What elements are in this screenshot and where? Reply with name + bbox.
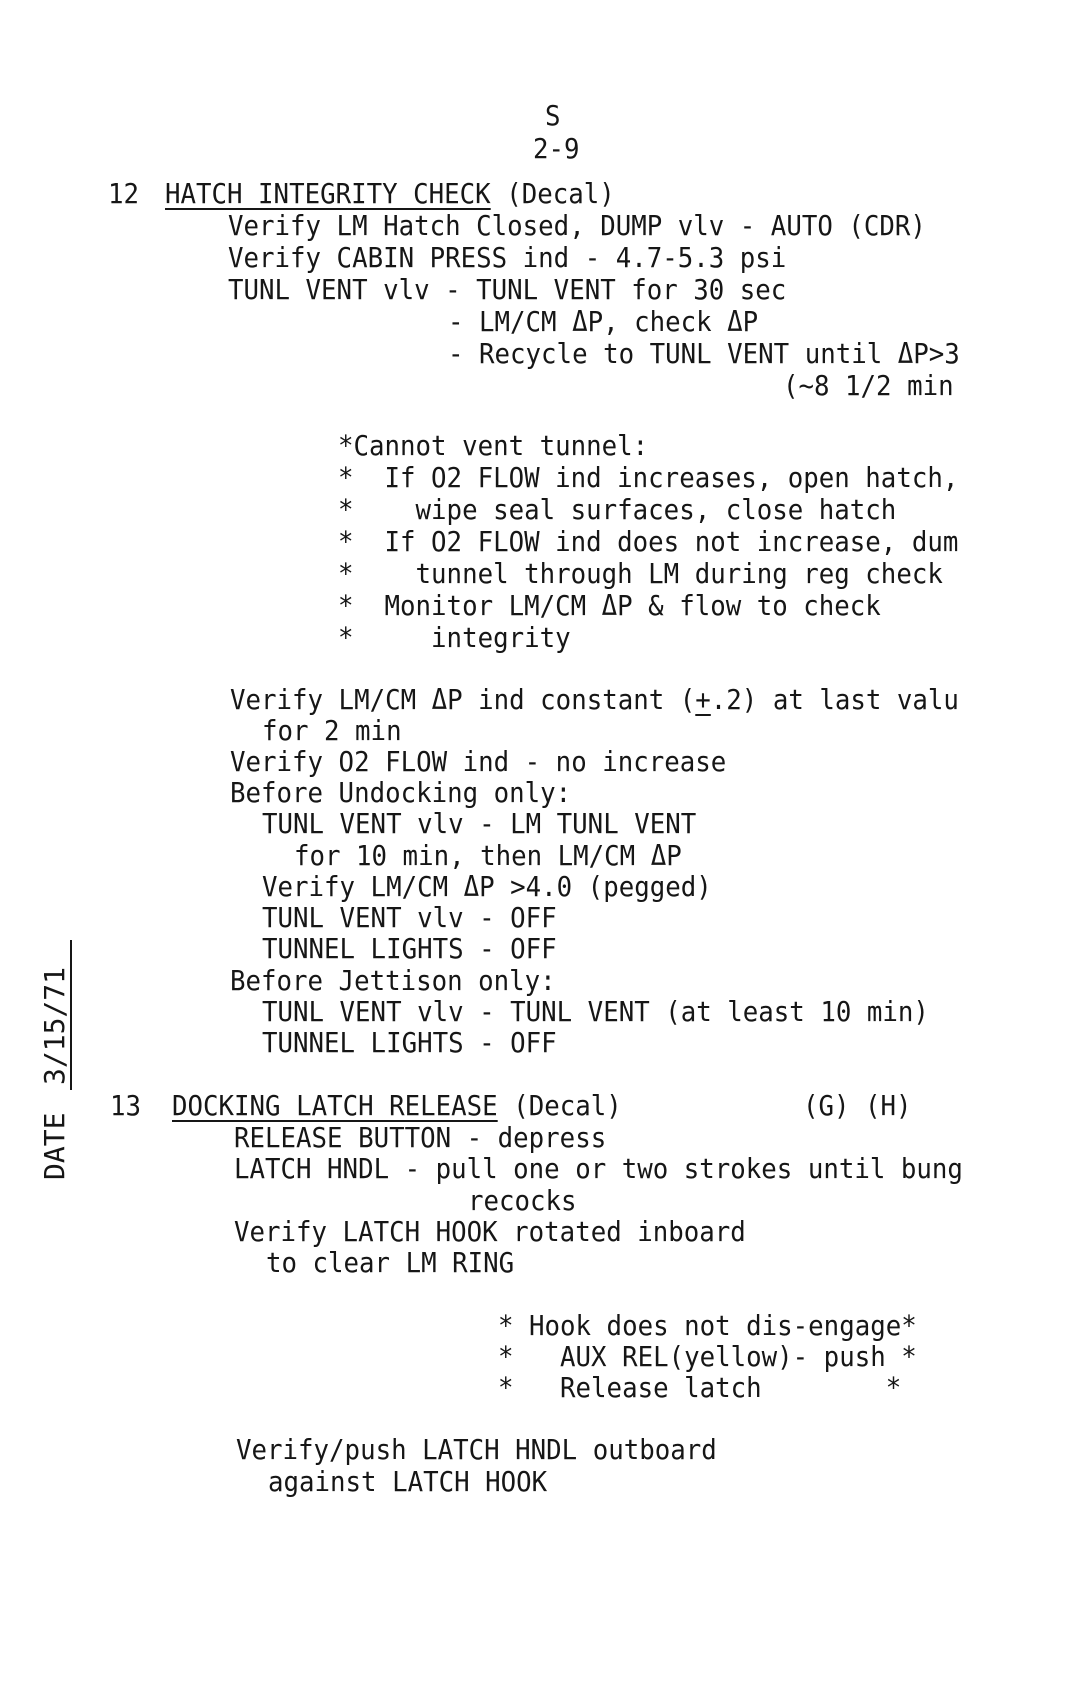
step-13-title: DOCKING LATCH RELEASE xyxy=(172,1089,498,1122)
verify-delta-p-duration: for 2 min xyxy=(262,714,402,747)
step-12-line: Verify CABIN PRESS ind - 4.7-5.3 psi xyxy=(228,241,787,274)
step-12-item: Before Undocking only: xyxy=(230,776,572,809)
page-number: 2-9 xyxy=(533,132,580,165)
step-13-line: to clear LM RING xyxy=(266,1246,515,1279)
step-12-title-suffix: (Decal) xyxy=(490,177,615,210)
step-13-line: recocks xyxy=(468,1184,577,1217)
verify-delta-p-rest: .2) at last valu xyxy=(710,683,959,716)
verify-delta-p-text: Verify LM/CM ΔP ind constant ( xyxy=(230,683,696,716)
caution-line: * tunnel through LM during reg check xyxy=(338,557,943,590)
step-13-tags: (G) (H) xyxy=(803,1089,912,1122)
step-13-number: 13 xyxy=(110,1089,142,1122)
step-12-item: TUNL VENT vlv - TUNL VENT (at least 10 min) xyxy=(262,995,929,1028)
step-12-item: TUNNEL LIGHTS - OFF xyxy=(262,1026,557,1059)
step-13-line: Verify LATCH HOOK rotated inboard xyxy=(234,1215,746,1248)
plus-minus-sign: + xyxy=(695,683,711,716)
step-13-title-suffix: (Decal) xyxy=(497,1089,622,1122)
step-12-line: - Recycle to TUNL VENT until ΔP>3 xyxy=(448,337,960,370)
step-12-item: Verify O2 FLOW ind - no increase xyxy=(230,745,727,778)
date-label: DATE xyxy=(38,1112,71,1180)
step-12-item: TUNNEL LIGHTS - OFF xyxy=(262,932,557,965)
section-letter: S xyxy=(545,99,561,132)
step-13-line: LATCH HNDL - pull one or two strokes until bung xyxy=(234,1152,963,1185)
step-12-line: - LM/CM ΔP, check ΔP xyxy=(448,305,759,338)
step-12-item: Before Jettison only: xyxy=(230,964,556,997)
step-12-item: TUNL VENT vlv - OFF xyxy=(262,901,557,934)
caution-line: * Release latch * xyxy=(498,1371,902,1404)
caution-line: * Monitor LM/CM ΔP & flow to check xyxy=(338,589,881,622)
step-12-item: for 10 min, then LM/CM ΔP xyxy=(294,839,682,872)
verify-delta-p-line xyxy=(230,684,959,716)
step-12-heading xyxy=(165,178,615,210)
step-12-number: 12 xyxy=(108,177,140,210)
step-13-line: RELEASE BUTTON - depress xyxy=(234,1121,607,1154)
caution-line: * If O2 FLOW ind does not increase, dum xyxy=(338,525,959,558)
step-12-line: (~8 1/2 min xyxy=(783,369,954,402)
step-13-final: against LATCH HOOK xyxy=(268,1465,548,1498)
step-13-heading xyxy=(172,1090,622,1122)
date-value: 3/15/71 xyxy=(38,966,71,1085)
caution-line: * wipe seal surfaces, close hatch xyxy=(338,493,897,526)
caution-line: * integrity xyxy=(338,621,571,654)
date-margin xyxy=(18,966,88,1330)
step-12-item: TUNL VENT vlv - LM TUNL VENT xyxy=(262,807,697,840)
step-12-title: HATCH INTEGRITY CHECK xyxy=(165,177,491,210)
step-12-item: Verify LM/CM ΔP >4.0 (pegged) xyxy=(262,870,712,903)
step-13-final: Verify/push LATCH HNDL outboard xyxy=(236,1433,717,1466)
caution-line: * Hook does not dis-engage* xyxy=(498,1309,917,1342)
caution-line: * AUX REL(yellow)- push * xyxy=(498,1340,917,1373)
caution-line: * If O2 FLOW ind increases, open hatch, xyxy=(338,461,959,494)
step-12-line: TUNL VENT vlv - TUNL VENT for 30 sec xyxy=(228,273,787,306)
step-12-line: Verify LM Hatch Closed, DUMP vlv - AUTO (CDR) xyxy=(228,209,926,242)
caution-line: *Cannot vent tunnel: xyxy=(338,429,649,462)
